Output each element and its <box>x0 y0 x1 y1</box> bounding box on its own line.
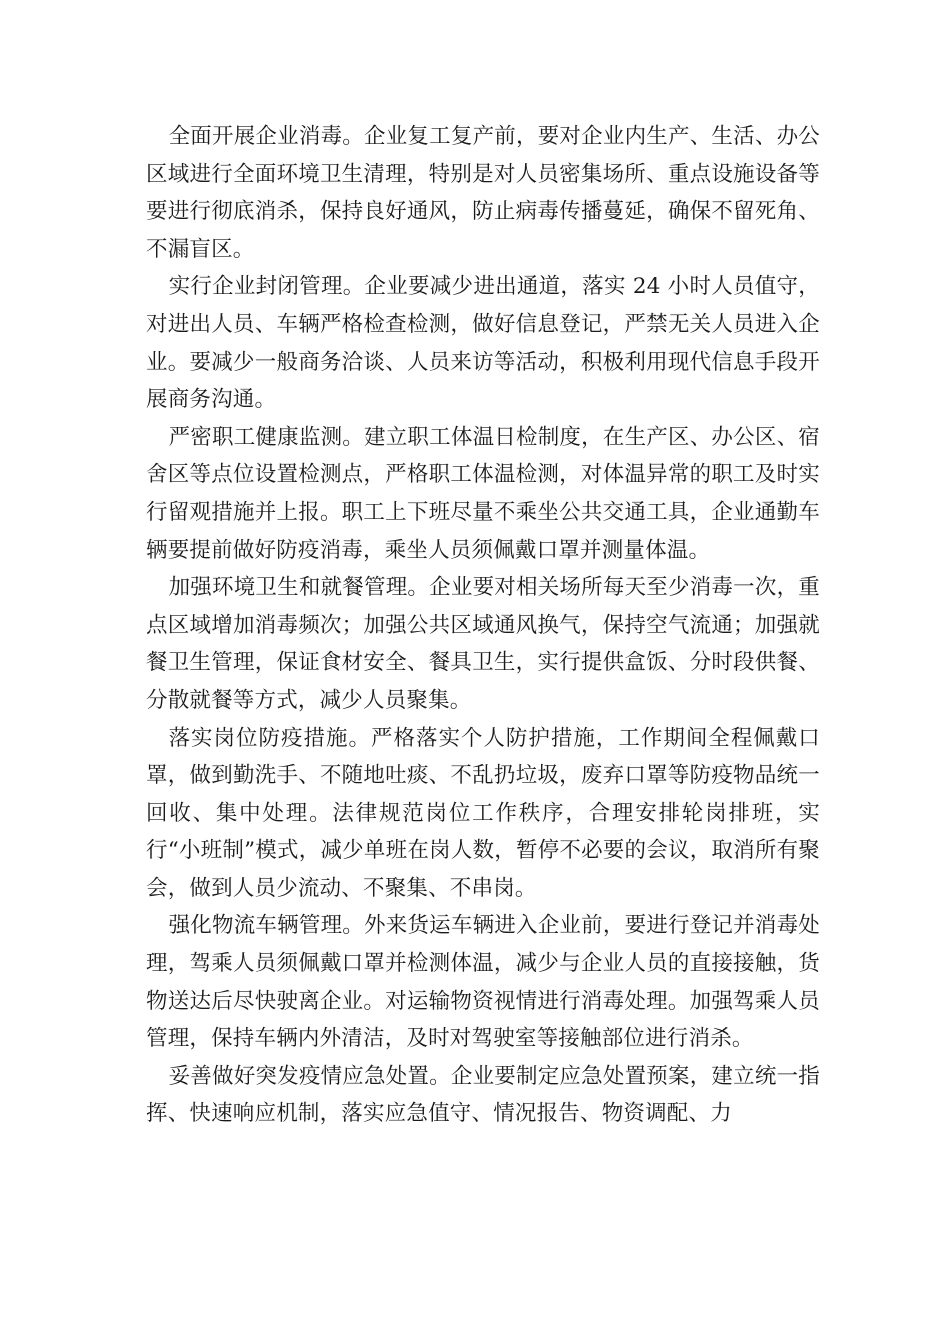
document-body <box>146 118 820 1133</box>
paragraph-emergency-response: 妥善做好突发疫情应急处置。企业要制定应急处置预案，建立统一指挥、快速响应机制，落实应急值守、情况报告、物资调配、力 <box>146 1063 820 1127</box>
paragraph-logistics-vehicles: 强化物流车辆管理。外来货运车辆进入企业前，要进行登记并消毒处理，驾乘人员须佩戴口罩并检测体温，减少与企业人员的直接接触，货物送达后尽快驶离企业。对运输物资视情进行消毒处理。加强驾乘人员管理，保持车辆内外清洁，及时对驾驶室等接触部位进行消杀。 <box>146 913 820 1052</box>
paragraph-post-prevention: 落实岗位防疫措施。严格落实个人防护措施，工作期间全程佩戴口罩，做到勤洗手、不随地吐痰、不乱扔垃圾，废弃口罩等防疫物品统一回收、集中处理。法律规范岗位工作秩序，合理安排轮岗排班，实行“小班制”模式，减少单班在岗人数，暂停不必要的会议，取消所有聚会，做到人员少流动、不聚集、不串岗。 <box>146 725 820 901</box>
paragraph-hygiene-dining: 加强环境卫生和就餐管理。企业要对相关场所每天至少消毒一次，重点区域增加消毒频次；加强公共区域通风换气，保持空气流通；加强就餐卫生管理，保证食材安全、餐具卫生，实行提供盒饭、分时段供餐、分散就餐等方式，减少人员聚集。 <box>146 575 820 713</box>
paragraph-enterprise-disinfection: 全面开展企业消毒。企业复工复产前，要对企业内生产、生活、办公区域进行全面环境卫生清理，特别是对人员密集场所、重点设施设备等要进行彻底消杀，保持良好通风，防止病毒传播蔓延，确保不留死角、不漏盲区。 <box>146 124 820 262</box>
paragraph-health-monitoring: 严密职工健康监测。建立职工体温日检制度，在生产区、办公区、宿舍区等点位设置检测点，严格职工体温检测，对体温异常的职工及时实行留观措施并上报。职工上下班尽量不乘坐公共交通工具，企业通勤车辆要提前做好防疫消毒，乘坐人员须佩戴口罩并测量体温。 <box>146 424 820 563</box>
paragraph-closed-management: 实行企业封闭管理。企业要减少进出通道，落实 24 小时人员值守，对进出人员、车辆严格检查检测，做好信息登记，严禁无关人员进入企业。要减少一般商务洽谈、人员来访等活动，积极利用现代信息手段开展商务沟通。 <box>146 274 820 413</box>
